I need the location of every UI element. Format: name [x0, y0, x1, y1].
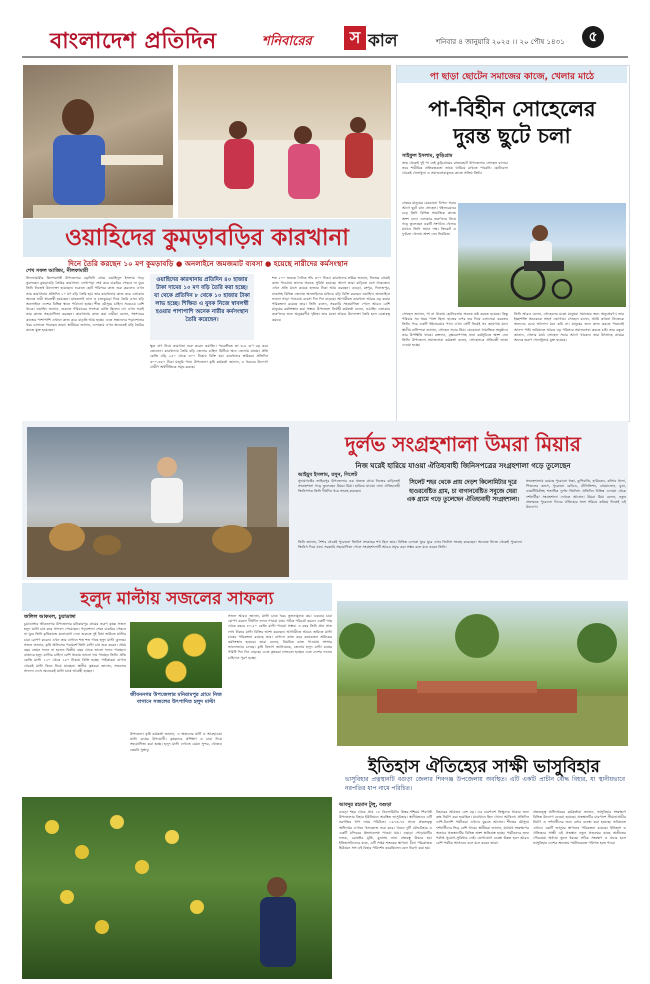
story5-body-col1: বগুড়া শহর থেকে প্রায় ১৮ কিলোমিটার উত্তর-পশ্চিমে শিবগঞ্জ উপজেলার বিহার ইউনিয়নে অবস্থিত ভাসুবিহার। স্থানীয়ভাবে এটি নরপতির ধাপ নামে পরিচিত। ১৯৭৩-৭৪ সালে প্রত্নতত্ত্ব অধিদপ্তর এখানে খননকাজ শুরু করে। খননে দুটি বৌদ্ধবিহার ও একটি মন্দিরের ধ্বংসাবশেষ পাওয়া যায়। এছাড়া পোড়ামাটির ফলক, ব্রোঞ্জের মূর্তি, মুদ্রাসহ নানা প্রত্নবস্তু উদ্ধার হয়। ইতিহাসবিদদের মতে, এটি সপ্তম শতকের স্থাপনা। চীনা পরিব্রাজক হিউয়েন সাং এই বিহার পরিদর্শন করেছিলেন বলে ধারণা করা হয়। — [339, 810, 432, 851]
story5-intro: ভাসুবিহার প্রত্নস্থানটি বগুড়া জেলার শিবগঞ্জ উপজেলায় অবস্থিত। এটি একটি প্রাচীন বৌদ্ধ বিহার, যা স্থানীয়ভাবে নরপতির ধাপ নামে পরিচিত। — [345, 776, 625, 792]
photo-yellow-malta — [130, 622, 222, 688]
story5-body-col2: বিহারের আয়তন বেশ বড়। এর চারপাশে ভিক্ষুদের থাকার জন্য কক্ষ নির্মাণ করা হয়েছিল। মাঝখানে ছিল খোলা আঙিনা। প্রতিদিন দেশি-বিদেশি পর্যটকরা এখানে ঘুরতে আসেন। শীতের মৌসুমে দর্শনার্থীদের ভিড় বেশি থাকে। স্থানীয়রা জানান, যথাযথ সংরক্ষণের অভাবে প্রত্নস্থানটির বিভিন্ন অংশ ক্ষতিগ্রস্ত হচ্ছে। পর্যটকদের জন্য পর্যাপ্ত সুযোগ-সুবিধাও নেই। যোগাযোগ ব্যবস্থা উন্নত হলে আরও বেশি পর্যটক আসবেন বলে মনে করেন তারা। — [436, 810, 529, 846]
story2-headline-line2: দুরন্ত ছুটে চলা — [453, 124, 571, 148]
masthead — [0, 0, 650, 60]
story3-byline: আইয়ুব ইসলাম, রসুন, সিলেট — [298, 472, 358, 478]
header-divider — [22, 56, 628, 58]
story5-headline: ইতিহাস ঐতিহ্যের সাক্ষী ভাসুবিহার — [368, 757, 600, 777]
photo-women-drying-bori — [178, 65, 391, 218]
story4-body-col2: উপজেলা কৃষি কর্মকর্তা জানান, এ অঞ্চলের মাটি ও আবহাওয়া মাল্টা চাষের উপযোগী। কৃষকদের প্রশিক্ষণ ও চারা দিয়ে সহযোগিতা করা হচ্ছে। হলুদ মাল্টা দেখতে যেমন সুন্দর, খেতেও তেমনি সুস্বাদু। — [130, 732, 222, 752]
story5-body-col3: প্রত্নতত্ত্ব অধিদপ্তরের কর্মকর্তারা জানান, ভাসুবিহার সংরক্ষণে বিভিন্ন উদ্যোগ নেওয়া হয়েছে। প্রত্নস্থানটির চারপাশে সীমানাপ্রাচীর নির্মাণ ও দর্শনার্থীদের জন্য বসার ব্যবস্থা করা হয়েছে। ভবিষ্যতে এখানে একটি জাদুঘর স্থাপনের পরিকল্পনা রয়েছে। ইতিহাস ও ঐতিহ্যের সাক্ষী এই প্রত্নস্থান নতুন প্রজন্মের কাছে অতীতের গৌরবময় অধ্যায় তুলে ধরছে। সঠিক সংরক্ষণ ও প্রচার হলে ভাসুবিহার দেশের অন্যতম পর্যটনকেন্দ্রে পরিণত হতে পারে। — [533, 810, 626, 846]
story1-body-col3: শত ২০০ জনকে দৈনিক পাঁচ ৩০০ টাকা। কারখানার শ্রমিক জানান, নিজের গ্রামেই কাজ পাওয়ায় তাদের অনেক সুবিধা হয়েছে। আগে তারা বাড়িতে বসে থাকতেন। এখন প্রতি মাসে কয়েক হাজার টাকা আয় করছেন। বগুড়া, রংপুর, দিনাজপুর, ঢাকাসহ বিভিন্ন জেলায় অনলাইনের মাধ্যমে বড়ি বিক্রি করছেন ওয়াহিদ। অনলাইনে ভালো সাড়া পাওয়ায় ব্যবসা দিন দিন বাড়ছে। আগামীতে কারখানা আরও বড় করার পরিকল্পনা রয়েছে তার। তিনি বলেন, সরকারি সহযোগিতা পেলে আরও বেশি মানুষের কর্মসংস্থান করা সম্ভব। উপজেলা নির্বাহী কর্মকর্তা বলেন, ওয়াহিদ এলাকার তরুণদের জন্য অনুকরণীয় দৃষ্টান্ত। তার মতো আরও উদ্যোক্তা তৈরি হলে বেকারত্ব কমবে। — [272, 276, 390, 322]
newspaper-logo: বাংলাদেশ প্রতিদিন — [50, 28, 217, 54]
photo-man-making-bori — [23, 65, 173, 218]
page-number: ৫ — [582, 26, 604, 48]
collector-figure-icon — [27, 427, 289, 577]
story2-headline-line1: পা-বিহীন সোহেলের — [428, 97, 596, 121]
story2-body-col1-narrow: গ্রামের মানুষের যেকোনো বিপদে সবার আগে ছুটে যান সোহেল। হুইলচেয়ারে চড়ে তিনি বিভিন্ন সামাজিক কাজে অংশ নেন। এলাকার তরুণদের নিয়ে গড়ে তুলেছেন একটি সংগঠন। খেলার মাঠেও তিনি সমান দক্ষ। ক্রিকেট ও ফুটবল খেলায় অংশ নেন নিয়মিত। — [402, 201, 456, 237]
story3-body-bottom: তিনি জানান, শৈশব থেকেই পুরোনো জিনিস সংগ্রহের শখ ছিল তার। বিভিন্ন এলাকা ঘুরে ঘুরে এসব জিনিস সংগ্রহ করেছেন। অনেকে নিজে থেকেই পুরোনো জিনিস দিয়ে যান। সরকারি সহযোগিতা পেলে সংগ্রহশালাটি আরও সমৃদ্ধ করা সম্ভব বলে মনে করেন তিনি। — [298, 540, 522, 550]
supplement-logo — [256, 26, 406, 52]
story4-headline: হলুদ মাল্টায় সজলের সাফল্য — [80, 589, 274, 609]
story2-kicker: পা ছাড়া ছোটেন সমাজের কাজে, খেলার মাঠে — [429, 72, 595, 82]
supplement-logo-right: কাল — [368, 31, 398, 51]
story3-pullquote: সিলেট শহর থেকে প্রায় দেড়শ কিলোমিটার দূরে হাওরবেষ্টিত গ্রাম, চা বাগানবেষ্টিত সবুজে ঘেরা এক গ্রামে গড়ে তুলেছেন ঐতিহ্যবাহী সংগ্রহশালা। — [406, 480, 520, 503]
story1-body-col2: ক্ষুদ্র ঋণ নিয়ে কারখানা শুরু করেন ওয়াহিদ। পরবর্তীতে তা ৩-৪ গুণ বড় করে তোলেন। কারখানায় তৈরি বড়ি জেলার চাহিদা মিটিয়ে অন্য জেলায় যাচ্ছে। প্রতি কেজি বড়ি ২৫০ থেকে ৩০০ টাকায় বিক্রি হয়। কারখানার শ্রমিকরা প্রতিদিন ৩০০-৩৫০ টাকা মজুরি পান। উপজেলা কৃষি কর্মকর্তা জানান, এ ধরনের উদ্যোগ গ্রামীণ অর্থনীতিকে সমৃদ্ধ করছে। — [150, 344, 268, 369]
photo-sajal-malta-garden — [22, 797, 332, 979]
women-workers-icon — [178, 65, 391, 218]
story3-body-col3: সংগ্রহশালায় রয়েছে পুরোনো হুক্কা, কুপিবাতি, হারিকেন, কাঁসার থালা, পিতলের কলস, পুরোনো রেডিও, টেলিভিশন, গ্রামোফোন, মুদ্রা, ডাকটিকিটসহ শতাধিক দুর্লভ জিনিস। প্রতিদিন বিভিন্ন এলাকা থেকে দর্শনার্থীরা সংগ্রহশালা দেখতে আসেন। উমরা মিয়া বলেন, নতুন প্রজন্মকে পুরোনো দিনের ঐতিহ্যের সঙ্গে পরিচয় করিয়ে দিতেই এই উদ্যোগ। — [526, 479, 626, 510]
man-figure-icon — [23, 65, 173, 218]
ruins-icon — [337, 601, 628, 746]
story1-headline: ওয়াহিদের কুমড়াবড়ির কারখানা — [65, 225, 349, 251]
story4-byline: জলিল আকমল, চুয়াডাঙ্গা — [24, 614, 76, 620]
story3-deck: নিজ ঘরেই হারিয়ে যাওয়া ঐতিহ্যবাহী জিনিসপত্রের সংগ্রহশালা গড়ে তুলেছেন — [355, 462, 571, 470]
story3-body-col1: সুনামগঞ্জের তাহিরপুর উপজেলার এক প্রত্যন্ত গ্রামে নিজের বাড়িতেই সংগ্রহশালা গড়ে তুলেছেন উমরা মিয়া। হারিয়ে যাওয়া নানা ঐতিহ্যবাহী জিনিসপত্র তিনি দীর্ঘদিন ধরে সংগ্রহ করছেন। — [298, 479, 400, 494]
photo-bhasu-bihar-ruins — [337, 601, 628, 746]
story5-byline: আবদুর রহমান টুলু, বগুড়া — [339, 802, 392, 808]
story1-body-col1: নীলফামারীর কিশোরগঞ্জ উপজেলার বড়ভিটা গ্রামে ওয়াহিদুল ইসলাম গড়ে তুলেছেন কুমড়াবড়ি তৈরির কারখানা। লেখাপড়া শেষ করে চাকরির পেছনে না ঘুরে তিনি নিজেই উদ্যোক্তা হয়েছেন। শুরুতে ছোট পরিসরে কাজ শুরু করলেও এখন তার কারখানায় প্রতিদিন ১০ মণ বড়ি তৈরি হয়। তার কারখানায় কাজ করে এলাকার অনেক নারী স্বাবলম্বী হয়েছেন। মাষকলাই ডাল ও চালকুমড়া দিয়ে তৈরি এসব বড়ি অনলাইনে দেশের বিভিন্ন স্থানে পাঠানো হচ্ছে। শীত মৌসুমে চাহিদা সবচেয়ে বেশি থাকে। ওয়াহিদ জানান, শুরুতে পরিবারের সদস্যরা রাজি ছিলেন না। এখন সবাই তার কাজে সহযোগিতা করছেন। কারখানায় কাজ করা নারীরা বলেন, সংসারের কাজের পাশাপাশি এখানে কাজ করে বাড়তি আয় হচ্ছে। এতে সন্তানদের পড়াশোনার খরচ চালাতে পারছেন তারা। স্থানীয়রা জানান, এলাকায় এখন অনেকেই বড়ি তৈরির কাজে যুক্ত হয়েছেন। — [26, 276, 144, 333]
supplement-logo-left: শনিবারের — [262, 34, 312, 49]
malta-tree-icon — [22, 797, 332, 979]
supplement-logo-box: স — [344, 26, 366, 50]
story2-body-col2-bottom: তিনি আরও বলেন, সোহেলের মতো মানুষরা সমাজের জন্য অনুপ্রেরণা। তার ইচ্ছাশক্তি অনেককে সাহস জোগায়। সোহেল বলেন, আমি কখনো নিজেকে অন্যদের চেয়ে আলাদা মনে করি না। মানুষের জন্য কাজ করতে পারলেই আনন্দ পাই। ভবিষ্যতে আরও বড় পরিসরে সমাজসেবা করতে চাই। তার বন্ধুরা জানান, খেলার মাঠে সোহেল সবার আগে থাকেন। তার উৎসাহে গ্রামের অনেক তরুণ খেলাধুলায় যুক্ত হয়েছে। — [514, 312, 624, 343]
story1-pullquote: ওয়াহিদের কারখানায় প্রতিদিন ৪০ হাজার টাকা দামের ১০ মণ বড়ি তৈরি করা হচ্ছে। যা থেকে প্রতিদিন ৮ থেকে ১০ হাজার টাকা লাভ হচ্ছে। শিক্ষিত এ যুবক নিজে স্বাবলম্বী হওয়ার পাশাপাশি অনেক নারীর কর্মসংস্থান তৈরি করেছেন। — [154, 277, 250, 323]
story2-body-col1-bottom: সোহেল জানান, পা না থাকায় ছোটবেলায় অনেক কষ্ট করতে হয়েছে। কিন্তু পরিবার সব সময় পাশে ছিল। হাতের ওপর ভর দিয়ে চলাফেরা করতেন তিনি। পরে একটি হুইলচেয়ার পান। এখন সেটি নিয়েই সব জায়গায় যান। স্থানীয় বাসিন্দারা জানান, সোহেল সবার প্রিয়। যেকোনো সামাজিক অনুষ্ঠানে তার উপস্থিতি থাকে। রক্তদান, বৃক্ষরোপণসহ নানা কর্মসূচিতে অংশ নেন তিনি। উপজেলা সমাজসেবা কর্মকর্তা বলেন, সোহেলকে প্রতিবন্ধী ভাতা দেওয়া হচ্ছে। — [402, 312, 508, 348]
story4-caption: জীবননগর উপজেলার মনিরামপুর গ্রামে নিজ বাগানে সজলের উৎপাদিত হলুদ মাল্টা — [130, 692, 222, 705]
story1-byline: শেখ সফল আজিম, নীলফামারী — [26, 268, 89, 274]
issue-date: শনিবার ৪ জানুয়ারি ২০২৫ ।। ২০ পৌষ ১৪৩১ — [436, 38, 565, 46]
wheelchair-icon — [458, 203, 626, 307]
photo-sohel-wheelchair — [458, 203, 626, 307]
story2-byline: সাইফুল ইসলাম, কুড়িগ্রাম — [402, 153, 453, 159]
story1-deck: দিনে তৈরি করছেন ১০ মণ কুমড়াবড়ি ● অনলাইনে জমজমাট ব্যবসা ● হয়েছে নারীদের কর্মসংস্থান — [68, 259, 348, 268]
photo-umra-mia-collection — [27, 427, 289, 577]
story2-body-col1-top: জন্ম থেকেই দুই পা নেই কুড়িগ্রামের রাজারহাট উপজেলার সোহেল রানার। তবে শারীরিক প্রতিবন্ধকতা তাকে থামিয়ে রাখতে পারেনি। ছোটবেলা থেকেই খেলাধুলা ও সমাজসেবামূলক কাজে সক্রিয় তিনি। — [402, 161, 508, 176]
story4-body-col1: চুয়াডাঙ্গার জীবননগর উপজেলার মনিরামপুর গ্রামের তরুণ কৃষক সজল হলুদ মাল্টা চাষ করে সাফল্য পেয়েছেন। পড়াশোনা শেষে চাকরির পেছনে না ঘুরে তিনি কৃষিকাজে মনোযোগ দেন। শুরুতে দুই বিঘা জমিতে মাল্টার চারা রোপণ করেন। এখন তার বাগানে শত শত গাছে হলুদ মাল্টা ঝুলছে। সজল জানান, কৃষি অফিসের পরামর্শে তিনি মাল্টা চাষ শুরু করেন। প্রথম বছর তেমন ফলন না হলেও দ্বিতীয় বছর থেকে ভালো ফলন পাচ্ছেন। বাজারে হলুদ মাল্টার চাহিদা বেশি থাকায় ভালো দাম পাচ্ছেন তিনি। প্রতি কেজি মাল্টা ১২০ থেকে ১৫০ টাকায় বিক্রি হচ্ছে। পাইকাররা বাগান থেকেই মাল্টা কিনে নিয়ে যাচ্ছেন। স্থানীয় কৃষকরা জানান, সজলের সাফল্য দেখে অনেকেই মাল্টা চাষে আগ্রহী হচ্ছেন। — [24, 622, 126, 673]
story4-body-col3: সজল আরও জানান, মাল্টা চাষে খরচ তুলনামূলক কম। একবার চারা রোপণ করলে দীর্ঘদিন ফলন পাওয়া যায়। সঠিক পরিচর্যা করলে একটি গাছ থেকে বছরে ৪০-৫০ কেজি মাল্টা পাওয়া সম্ভব। এ বছর তিনি প্রায় সাত লাখ টাকার মাল্টা বিক্রির আশা করছেন। আগামীতে আরও জমিতে মাল্টা চাষের পরিকল্পনা রয়েছে তার। বাগানে কাজ করে কয়েকজন শ্রমিকের কর্মসংস্থান হয়েছে। তারা বলেন, নিয়মিত কাজ পাওয়ায় সংসার ভালোভাবে চলছে। কৃষি বিভাগ জানিয়েছে, জেলায় হলুদ মাল্টা চাষের পরিধি দিন দিন বাড়ছে। এতে কৃষকরা লাভবান হচ্ছেন এবং দেশের ফলের চাহিদাও পূরণ হচ্ছে। — [228, 614, 332, 660]
story3-headline: দুর্লভ সংগ্রহশালা উমরা মিয়ার — [345, 432, 581, 456]
